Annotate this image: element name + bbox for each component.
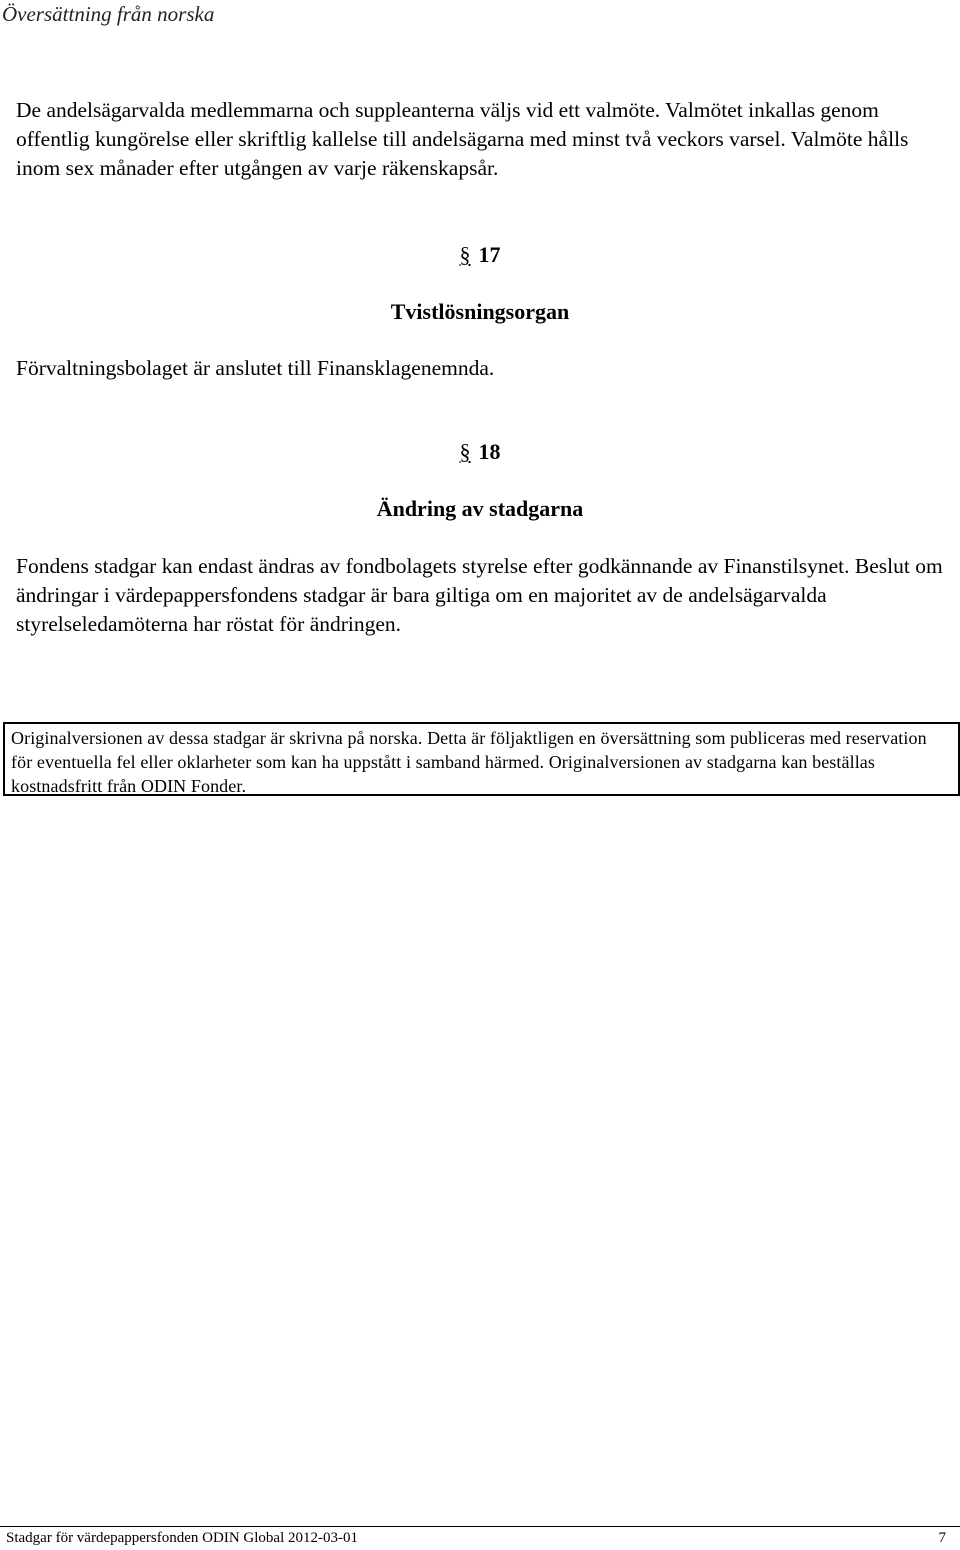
page-number: 7 [938, 1530, 946, 1546]
section-17-heading [0, 241, 960, 269]
section-18-text: Fondens stadgar kan endast ändras av fondbolagets styrelse efter godkännande av Finanstilsynet. Beslut om ändringar i värdepappersfondens stadgar är bara giltiga om en majoritet av de andelsägarvalda styrelseledamöterna har röstat för ändringen. [16, 554, 943, 636]
section-18-body [16, 552, 951, 639]
section-symbol: § [459, 242, 471, 267]
intro-text: De andelsägarvalda medlemmarna och suppleanterna väljs vid ett valmöte. Valmötet inkallas genom offentlig kungörelse eller skriftlig kallelse till andelsägarna med minst två veckors varsel. Valmöte hålls inom sex månader efter utgången av varje räkenskapsår. [16, 98, 909, 180]
section-17-body [16, 354, 951, 383]
section-17-title: Tvistlösningsorgan [390, 299, 570, 324]
footer-divider [0, 1526, 960, 1527]
disclaimer-text: Originalversionen av dessa stadgar är skrivna på norska. Detta är följaktligen en översättning som publiceras med reservation för eventuella fel eller oklarheter som kan ha uppstått i samband härmed. Originalversionen av stadgarna kan beställas kostnadsfritt från ODIN Fonder. [11, 728, 927, 796]
intro-paragraph [16, 96, 951, 183]
section-18-title: Ändring av stadgarna [376, 496, 584, 521]
section-number: 18 [478, 439, 501, 464]
section-number: 17 [478, 242, 501, 267]
translation-note: Översättning från norska [2, 2, 215, 26]
footer-document-title: Stadgar för värdepappersfonden ODIN Global 2012-03-01 [6, 1530, 358, 1546]
section-17-text: Förvaltningsbolaget är anslutet till Finansklagenemnda. [16, 356, 495, 380]
translation-disclaimer-box [3, 722, 960, 796]
section-18-heading [0, 438, 960, 466]
section-symbol: § [459, 439, 471, 464]
